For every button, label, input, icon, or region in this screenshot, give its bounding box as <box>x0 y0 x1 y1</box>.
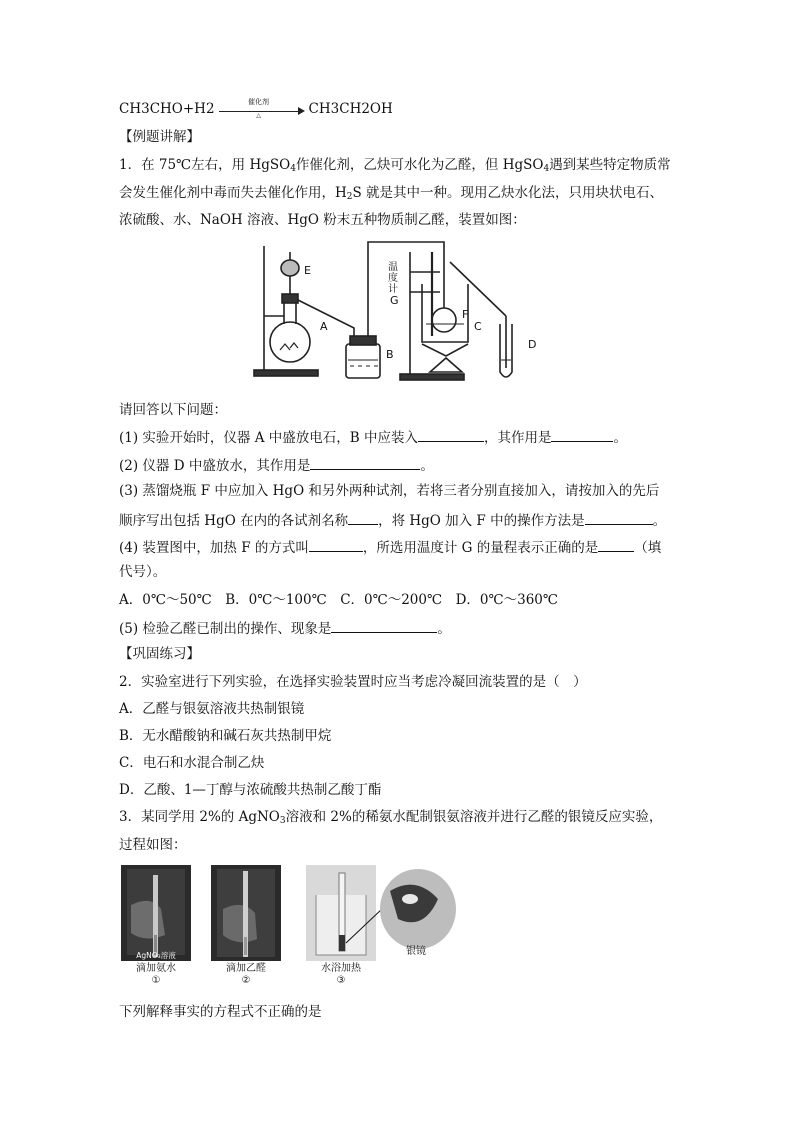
label-G: G <box>390 294 399 307</box>
answer-blank[interactable] <box>348 510 378 525</box>
part5-text-b: 。 <box>437 621 451 637</box>
q1-text-d: 会发生催化剂中毒而失去催化作用，H <box>119 185 347 201</box>
equation-right: CH3CH2OH <box>308 101 393 117</box>
q1-line3: 浓硫酸、水、NaOH 溶液、HgO 粉末五种物质制乙醛，装置如图： <box>119 212 526 228</box>
part1-text-c: 。 <box>613 430 627 446</box>
section-example-heading: 【例题讲解】 <box>119 129 200 145</box>
photo1-agno3-label: AgNO₃溶液 <box>136 951 176 960</box>
q3-line1 <box>119 808 662 830</box>
apparatus-diagram <box>250 232 560 390</box>
q1-sub-b: 4 <box>543 164 550 174</box>
silver-mirror-label: 银镜 <box>406 946 426 957</box>
q2-option-a: A．乙醛与银氨溶液共热制银镜 <box>119 701 305 717</box>
catalyst-label: 催化剂 <box>248 97 270 106</box>
label-E: E <box>304 264 311 277</box>
caption-step-2-number: ② <box>241 975 251 986</box>
q2-option-c: C．电石和水混合制乙炔 <box>119 755 265 771</box>
q1-part3-line1: (3) 蒸馏烧瓶 F 中应加入 HgO 和另外两种试剂，若将三者分别直接加入，请按加入的先后 <box>119 483 660 499</box>
label-C: C <box>474 320 482 333</box>
q1-text-a: 1．在 75℃左右，用 HgSO <box>119 157 291 173</box>
part1-text-a: (1) 实验开始时，仪器 A 中盛放电石，B 中应装入 <box>119 430 418 446</box>
caption-step-2: 滴加乙醛 <box>226 963 266 974</box>
label-B: B <box>386 348 394 361</box>
label-A: A <box>320 320 328 333</box>
part4-text-c: （填 <box>634 540 662 556</box>
photo-step-2 <box>211 865 281 961</box>
answer-blank[interactable] <box>309 537 363 552</box>
part1-text-b: ，其作用是 <box>483 430 552 446</box>
part4-text-a: (4) 装置图中，加热 F 的方式叫 <box>119 540 309 556</box>
q3-sub: 3 <box>279 816 286 826</box>
q1-line1 <box>119 156 671 178</box>
q1-part1 <box>119 427 627 447</box>
q3-line2: 过程如图： <box>119 837 187 853</box>
part2-text-a: (2) 仪器 D 中盛放水，其作用是 <box>119 458 311 474</box>
part5-text-a: (5) 检验乙醛已制出的操作、现象是 <box>119 621 332 637</box>
q1-text-c: 遇到某些特定物质常 <box>549 157 671 173</box>
label-thermo-1: 温 <box>388 262 398 273</box>
photo-step-1 <box>121 865 191 961</box>
caption-step-1-number: ① <box>151 975 161 986</box>
label-thermo-2: 度 <box>388 273 398 284</box>
caption-step-3-number: ③ <box>336 975 346 986</box>
q1-line2 <box>119 184 663 206</box>
reaction-arrow <box>219 97 305 119</box>
q1-prompt: 请回答以下问题： <box>119 402 227 418</box>
part4-text-b: ，所选用温度计 G 的量程表示正确的是 <box>362 540 599 556</box>
part2-text-b: 。 <box>420 458 434 474</box>
q3-text-b: 溶液和 2%的稀氨水配制银氨溶液并进行乙醛的银镜反应实验， <box>285 809 663 825</box>
q3-question: 下列解释事实的方程式不正确的是 <box>119 1004 322 1020</box>
caption-step-1: 滴加氨水 <box>136 963 176 974</box>
q2-stem: 2．实验室进行下列实验，在选择实验装置时应当考虑冷凝回流装置的是（ ） <box>119 674 587 690</box>
q1-part4-line1 <box>119 537 661 557</box>
q1-part4-line2: 代号）。 <box>119 564 167 580</box>
equation-left: CH3CHO+H2 <box>119 101 215 117</box>
heat-label: △ <box>256 111 261 119</box>
answer-blank[interactable] <box>551 427 613 442</box>
answer-blank[interactable] <box>585 510 653 525</box>
answer-blank[interactable] <box>310 455 420 470</box>
q1-part4-options: A．0℃～50℃ B．0℃～100℃ C．0℃～200℃ D．0℃～360℃ <box>119 592 558 608</box>
q1-part3-line2 <box>119 510 666 530</box>
caption-step-3: 水浴加热 <box>321 963 361 974</box>
label-F: F <box>462 308 469 321</box>
answer-blank[interactable] <box>598 537 634 552</box>
q1-part5 <box>119 618 451 638</box>
q2-option-d: D．乙酸、1—丁醇与浓硫酸共热制乙酸丁酯 <box>119 782 382 798</box>
q1-part2 <box>119 455 434 475</box>
q2-option-b: B．无水醋酸钠和碱石灰共热制甲烷 <box>119 728 332 744</box>
q1-text-b: 作催化剂，乙炔可水化为乙醛，但 HgSO <box>295 157 544 173</box>
part3-text-c: 。 <box>652 513 667 529</box>
answer-blank[interactable] <box>418 427 484 442</box>
reaction-equation <box>119 97 393 119</box>
section-practice-heading: 【巩固练习】 <box>119 646 200 662</box>
q1-text-e: S 就是其中一种。现用乙炔水化法，只用块状电石、 <box>352 185 664 201</box>
q3-text-a: 3．某同学用 2%的 AgNO <box>119 809 280 825</box>
part3-text-b: ，将 HgO 加入 F 中的操作方法是 <box>378 513 585 529</box>
label-thermo-3: 计 <box>388 284 398 295</box>
answer-blank[interactable] <box>331 618 437 633</box>
q1-sub-c: 2 <box>346 192 353 202</box>
part3-text-a: 顺序写出包括 HgO 在内的各试剂名称 <box>119 513 349 529</box>
label-D: D <box>528 338 537 351</box>
q1-sub-a: 4 <box>290 164 296 174</box>
